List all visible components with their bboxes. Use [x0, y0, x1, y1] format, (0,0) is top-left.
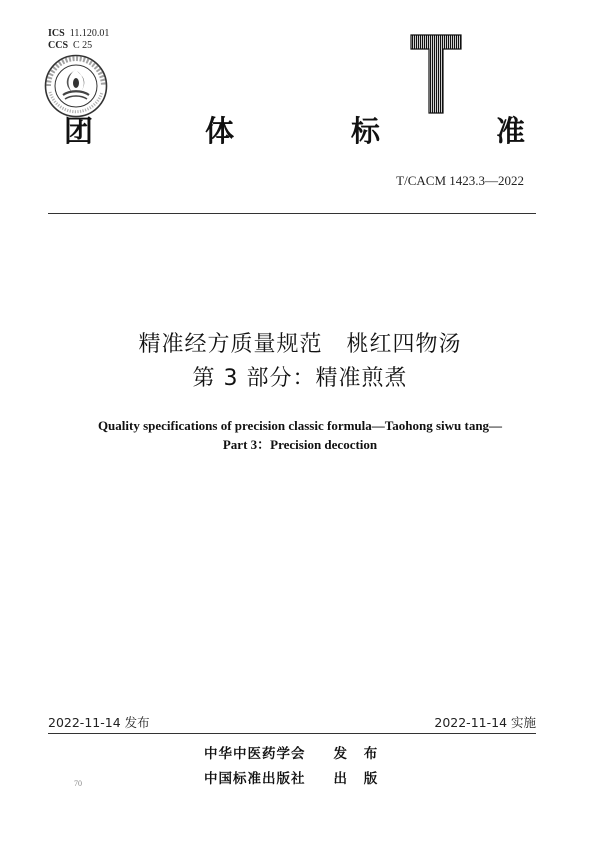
ics-code-line — [48, 28, 109, 40]
publisher-role: 出 版 — [333, 771, 384, 787]
title-en-line-1: Quality specifications of precision classic formula—Taohong siwu tang— — [97, 418, 503, 433]
category-char-1: 团 — [64, 114, 94, 148]
publisher-name: 中国标准出版社 — [204, 771, 306, 787]
category-char-4: 准 — [496, 114, 526, 148]
footer-divider — [48, 733, 536, 734]
title-cn-part-2: 桃红四物汤 — [346, 332, 462, 357]
ccs-label: CCS — [48, 40, 69, 51]
ccs-code-line — [48, 40, 92, 52]
category-char-3: 标 — [351, 114, 381, 148]
page-mark: 70 — [74, 779, 82, 788]
ics-label: ICS — [48, 28, 65, 39]
title-cn-line-1 — [0, 330, 600, 360]
category-char-2: 体 — [205, 114, 235, 148]
title-cn-part-1: 精准经方质量规范 — [138, 332, 323, 357]
association-seal-icon — [44, 54, 108, 118]
ccs-code: C 25 — [73, 40, 93, 51]
publisher-line — [204, 770, 383, 788]
svg-text:T: T — [435, 94, 437, 95]
title-en-line-2: Part 3：Precision decoction — [222, 437, 378, 452]
header-divider — [48, 213, 536, 214]
standard-number: T/CACM 1423.3—2022 — [396, 173, 524, 188]
standard-type-letter — [410, 34, 462, 114]
issuer-line — [204, 745, 383, 763]
publish-date: 2022-11-14 发布 — [48, 715, 150, 730]
issuer-role: 发 布 — [333, 746, 384, 762]
implement-date: 2022-11-14 实施 — [434, 715, 536, 730]
issuer-name: 中华中医药学会 — [204, 746, 306, 762]
title-cn-line-2: 第 3 部分：精准煎煮 — [192, 366, 408, 391]
ics-code: 11.120.01 — [69, 28, 110, 39]
